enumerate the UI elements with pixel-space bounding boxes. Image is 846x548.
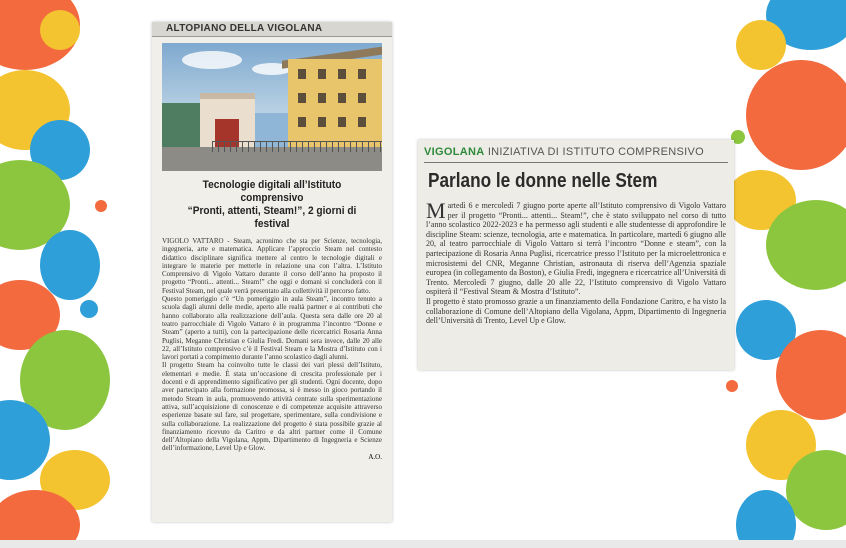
newspaper-clipping-right bbox=[418, 140, 734, 370]
headline-line: Tecnologie digitali all’Istituto comprensivo bbox=[202, 179, 342, 204]
paragraph bbox=[426, 198, 726, 297]
headline: Parlano le donne nelle Stem bbox=[428, 170, 658, 192]
school-photo bbox=[162, 43, 382, 171]
kicker-place: VIGOLANA bbox=[424, 146, 485, 158]
author-initials: A.O. bbox=[368, 452, 382, 461]
paragraph: Questo pomeriggio c’è “Un pomeriggio in aula Steam”, incontro tenuto a scuola dagli alunni delle medie, aperto alle realtà partner e ai contributi che hanno collaborato alla realizzazione dell’aula. Questa sera dalle ore 20 al teatro parrocchiale di Vigolo Vattaro è in programma l’incontro “Donne e Steam” (aperto a tutti), con la partecipazione delle ricercatrici Rosaria Anna Puglisi, Meganne Christian e Giulia Fredi. Domani sera invece, dalle 20 alle 22, all’Istituto comprensivo c’è il Festival Steam e la Mostra d’Istituto con i lavori portati a compimento durante l’anno scolastico dagli alunni. bbox=[162, 295, 382, 362]
newspaper-clipping-left bbox=[152, 22, 392, 522]
paragraph: Il progetto Steam ha coinvolto tutte le classi dei vari plessi dell’Istituto, elementari e medie. È stata un’occasione di crescita professionale per i docenti e di apprendimento significativo per gli studenti. Ogni docente, dopo aver partecipato alla formazione promossa, si è messo in gioco portando il metodo Steam in aula, promuovendo attività centrate sulla sperimentazione attiva, sull’acquisizione di conoscenze e di competenze acquisite attraverso esperienze basate sul fare, sul progettare, sperimentare, sulla condivisione e sulla collaborazione. La realizzazione del progetto è stata possibile grazie al finanziamento ricevuto da Caritro e da altri partner come il Comune dell’Altopiano della Vigolana, Appm, Dipartimento di Ingegneria e Scienze dell’informazione, Level Up e Glow. bbox=[162, 361, 382, 453]
bottom-bar bbox=[0, 540, 846, 548]
drop-cap: M bbox=[426, 198, 446, 223]
paint-splash-right bbox=[726, 0, 846, 548]
kicker-text: INIZIATIVA DI ISTITUTO COMPRENSIVO bbox=[487, 146, 704, 158]
kicker bbox=[424, 146, 734, 159]
section-header: ALTOPIANO DELLA VIGOLANA bbox=[152, 22, 392, 37]
paragraph-text: artedì 6 e mercoledì 7 giugno porte aperte all’Istituto comprensivo di Vigolo Vattaro per il progetto “Pronti... attenti... Steam!”, che è stato sviluppato nel corso di tutto l’anno scolastico 2022-2023 e ha permesso agli studenti e alle studentesse di approfondire le discipline Steam: scienze, tecnologia, arte e matematica. In particolare, martedì 6 giugno alle 20, al teatro parrocchiale di Vigolo Vattaro si terrà l’incontro “Donne e steam”, con la partecipazione di Rosaria Anna Puglisi, ricercatrice presso l’Istituto per la microelettronica e microsistemi del CNR, Meganne Christian, astronauta di riserva dell’Agenzia spaziale europea (in collegamento da Boston), e Giulia Fredi, ingegnera e ricercatrice all’Università di Trento. Mercoledì 7 giugno, dalle 20 alle 22, l’Istituto comprensivo di Vigolo Vattaro ospiterà il “Festival Steam & Mostra d’Istituto”. bbox=[426, 201, 726, 297]
headline-line: “Pronti, attenti, Steam!”, 2 giorni di festival bbox=[187, 205, 357, 230]
article-body bbox=[426, 198, 726, 326]
article-body bbox=[162, 237, 382, 453]
divider bbox=[424, 162, 728, 163]
paragraph: VIGOLO VATTARO - Steam, acronimo che sta per Scienze, tecnologia, ingegneria, arte e matematica. Applicare l’approccio Steam nel contesto didattico disciplinare significa mettere al centro le tecnologie digitali e integrare le materie per metterle in relazione una con l’altra. L’Istituto Comprensivo di Vigolo Vattaro durante il corso dell’anno ha proposto il progetto “Pronti... attenti... Steam!” che oggi e domani si concluderà con il Festival Steam, nel quale verrà presentato alla collettività il percorso fatto. bbox=[162, 237, 382, 295]
paint-splash-left bbox=[0, 0, 120, 548]
headline bbox=[171, 179, 373, 231]
paragraph: Il progetto è stato promosso grazie a un finanziamento della Fondazione Caritro, e ha visto la collaborazione di Comune dell’Altopiano della Vigolana, Appm, Dipartimento di Ingegneria dell’Università di Trento, Level Up e Glow. bbox=[426, 296, 726, 326]
